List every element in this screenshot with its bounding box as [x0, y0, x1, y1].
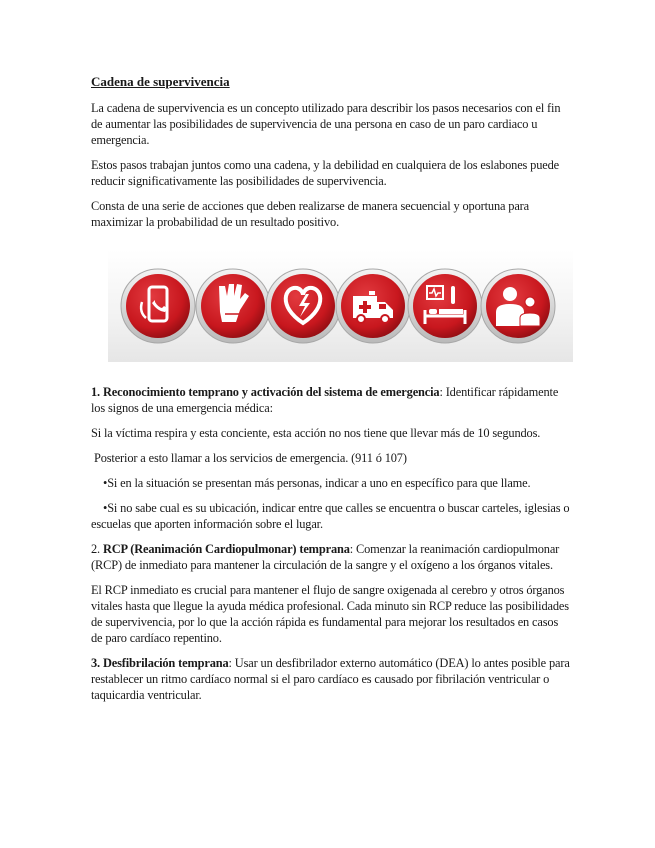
section-1-paragraph-2: Si la víctima respira y esta conciente, esta acción no nos tiene que llevar más de 10 segundos.	[91, 426, 541, 440]
section-1-bullet-1	[91, 475, 571, 491]
intro-paragraph-3: Consta de una serie de acciones que deben realizarse de manera secuencial y oportuna para maximizar la probabilidad de un resultado positivo.	[91, 199, 530, 229]
section-3-text: : Usar un desfibrilador externo automático (DEA) lo antes posible para restablecer un ritmo cardíaco normal si el paro cardíaco es causado por fibrilación ventricular o taquicardia ventricular.	[91, 656, 570, 702]
section-2-text: : Comenzar la reanimación cardiopulmonar (RCP) de inmediato para mantener la circulación de la sangre y el oxígeno a los órganos vitales.	[91, 542, 560, 572]
section-3-paragraph	[91, 655, 571, 703]
intro-paragraph-1: La cadena de supervivencia es un concepto utilizado para describir los pasos necesarios con el fin de aumentar las posibilidades de supervivencia de una persona en caso de un paro cardiaco u emergencia.	[91, 101, 561, 147]
bullet-2-text: •Si no sabe cual es su ubicación, indicar entre que calles se encuentra o buscar carteles, iglesias o escuelas que aporten información sobre el lugar.	[91, 501, 570, 531]
bullet-1-text: •Si en la situación se presentan más personas, indicar a uno en específico para que llame.	[103, 476, 531, 490]
section-2-number: 2.	[91, 542, 103, 556]
ambulance-icon	[336, 269, 410, 343]
section-1-bullet-2	[91, 500, 571, 532]
defibrillator-heart-icon	[266, 269, 340, 343]
cpr-hands-icon	[196, 269, 270, 343]
family-recovery-icon	[481, 269, 555, 343]
section-2-paragraph	[91, 541, 571, 573]
chain-of-survival-image	[108, 250, 573, 362]
phone-call-icon	[121, 269, 195, 343]
section-2-heading: RCP (Reanimación Cardiopulmonar) temprana	[102, 542, 350, 556]
section-1-paragraph	[91, 384, 571, 416]
section-1-heading: 1. Reconocimiento temprano y activación del sistema de emergencia	[91, 385, 440, 399]
section-1-text: : Identificar rápidamente los signos de una emergencia médica:	[91, 385, 559, 415]
section-3-heading: 3. Desfibrilación temprana	[91, 656, 229, 670]
chain-icons-graphic	[108, 250, 573, 362]
intro-paragraph-2: Estos pasos trabajan juntos como una cadena, y la debilidad en cualquiera de los eslabones puede reducir significativamente las posibilidades de supervivencia.	[91, 158, 559, 188]
document-title: Cadena de supervivencia	[91, 74, 230, 89]
section-1-paragraph-3: Posterior a esto llamar a los servicios de emergencia. (911 ó 107)	[91, 451, 407, 465]
document-content	[91, 74, 571, 712]
hospital-bed-icon	[408, 269, 482, 343]
section-2-paragraph-2: El RCP inmediato es crucial para mantener el flujo de sangre oxigenada al cerebro y otros órganos vitales hasta que llegue la ayuda médica profesional. Cada minuto sin RCP reduce las posibilidades de supervivencia, por lo que la acción rápida es fundamental para mejorar los resultados en casos de paro cardíaco repentino.	[91, 583, 569, 645]
